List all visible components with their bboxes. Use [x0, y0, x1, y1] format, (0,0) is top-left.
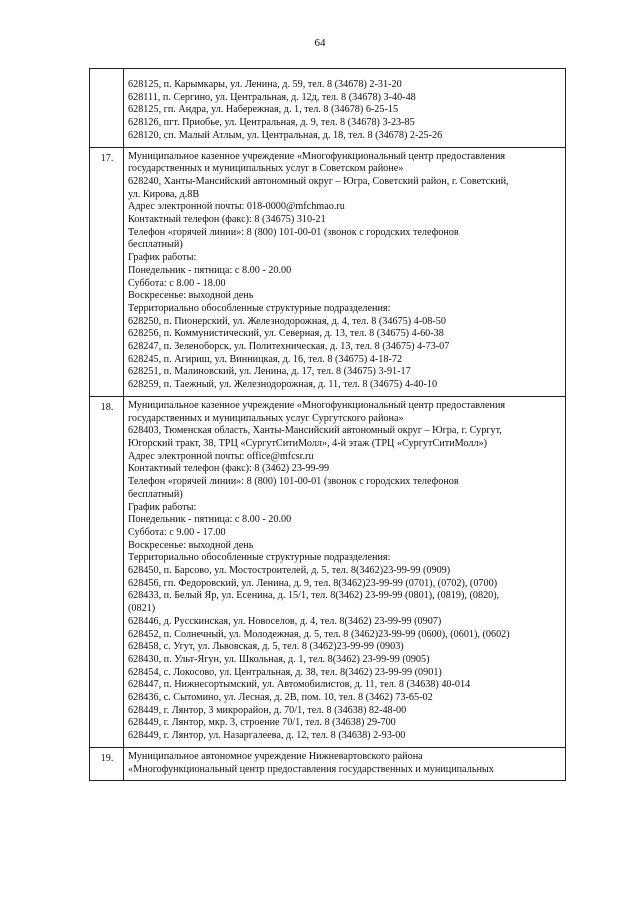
text-line: 628449, г. Лянтор, 3 микрорайон, д. 70/1, тел. 8 (34638) 82-48-00 — [128, 704, 407, 716]
mfc-offices-table — [89, 68, 566, 781]
row-number — [90, 69, 124, 148]
text-line: 628125, п. Карымкары, ул. Ленина, д. 59, тел. 8 (34678) 2-31-20 — [128, 79, 402, 90]
text-line: бесплатный) — [128, 239, 183, 251]
text-line: Территориально обособленные структурные подразделения: — [128, 552, 391, 564]
text-line: 628436, с. Сытомино, ул. Лесная, д. 2В, пом. 10, тел. 8 (3462) 73-65-02 — [128, 692, 433, 704]
text-line: 628250, п. Пионерский, ул. Железнодорожная, д. 4, тел. 8 (34675) 4-08-50 — [128, 315, 446, 327]
text-line: 628458, с. Угут, ул. Львовская, д. 5, тел. 8 (3462)23-99-99 (0903) — [128, 641, 404, 653]
text-line: 628433, п. Белый Яр, ул. Есенина, д. 15/1, тел. 8(3462) 23-99-99 (0801), (0819), (0820), — [128, 590, 500, 602]
text-line: График работы: — [128, 252, 197, 264]
text-line: Суббота: с 9.00 - 17.00 — [128, 526, 226, 538]
text-line: 628120, сп. Малый Атлым, ул. Центральная, д. 18, тел. 8 (34678) 2-25-26 — [128, 129, 443, 141]
row-content — [124, 747, 566, 780]
text-line: Понедельник - пятница: с 8.00 - 20.00 — [128, 514, 292, 526]
text-line: 628126, пгт. Приобье, ул. Центральная, д. 9, тел. 8 (34678) 3-23-85 — [128, 117, 415, 129]
table-body — [90, 69, 566, 781]
text-line: Суббота: с 8.00 - 18.00 — [128, 277, 226, 289]
text-line: 628430, п. Ульт-Ягун, ул. Школьная, д. 1, тел. 8(3462) 23-99-99 (0905) — [128, 653, 430, 665]
text-line: Югорский тракт, 38, ТРЦ «СургутСитиМолл», 4-й этаж (ТРЦ «СургутСитиМолл») — [128, 437, 488, 449]
row-content — [124, 147, 566, 396]
text-line: 628245, п. Агириш, ул. Винницкая, д. 16, тел. 8 (34675) 4-18-72 — [128, 353, 403, 365]
text-line: государственных и муниципальных услуг в Советском районе» — [128, 163, 404, 175]
text-line: Понедельник - пятница: с 8.00 - 20.00 — [128, 264, 292, 276]
text-line: Муниципальное казенное учреждение «Многофункциональный центр предоставления — [128, 150, 506, 162]
text-line: (0821) — [128, 603, 156, 615]
text-line: Воскресенье: выходной день — [128, 539, 254, 551]
text-line: 628450, п. Барсово, ул. Мостостроителей, д. 5, тел. 8(3462)23-99-99 (0909) — [128, 565, 451, 577]
row-number: 18. — [90, 396, 124, 747]
text-line: 628240, Ханты-Мансийский автономный округ – Югра, Советский район, г. Советский, — [128, 175, 509, 187]
text-line: Контактный телефон (факс): 8 (3462) 23-99-99 — [128, 463, 330, 475]
text-line: 628446, д. Русскинская, ул. Новоселов, д. 4, тел. 8(3462) 23-99-99 (0907) — [128, 615, 442, 627]
row-content — [124, 69, 566, 148]
text-line: 628452, п. Солнечный, ул. Молодежная, д. 5, тел. 8 (3462)23-99-99 (0600), (0601), (0602) — [128, 628, 510, 640]
row-number: 19. — [90, 747, 124, 780]
text-line: 628447, п. Нижнесортымский, ул. Автомобилистов, д. 11, тел. 8 (34638) 40-014 — [128, 679, 471, 691]
text-line: Территориально обособленные структурные подразделения: — [128, 302, 391, 314]
text-line: 628454, с. Локосово, ул. Центральная, д. 38, тел. 8(3462) 23-99-99 (0901) — [128, 666, 442, 678]
text-line: 628251, п. Малиновский, ул. Ленина, д. 17, тел. 8 (34675) 3-91-17 — [128, 366, 411, 378]
text-line: Контактный телефон (факс): 8 (34675) 310-21 — [128, 214, 326, 226]
text-line: 628247, п. Зеленоборск, ул. Политехническая, д. 13, тел. 8 (34675) 4-73-07 — [128, 341, 450, 353]
row-number: 17. — [90, 147, 124, 396]
text-line: Адрес электронной почты: 018-0000@mfchmao.ru — [128, 201, 345, 213]
table-row — [90, 396, 566, 747]
text-line: 628403, Тюменская область, Ханты-Мансийский автономный округ – Югра, г. Сургут, — [128, 425, 502, 437]
text-line: Телефон «горячей линии»: 8 (800) 101-00-01 (звонок с городских телефонов — [128, 476, 459, 488]
text-line: 628456, гп. Федоровский, ул. Ленина, д. 9, тел. 8(3462)23-99-99 (0701), (0702), (0700) — [128, 577, 498, 589]
text-line: 628259, п. Таежный, ул. Железнодорожная, д. 11, тел. 8 (34675) 4-40-10 — [128, 379, 438, 391]
text-line: Муниципальное казенное учреждение «Многофункциональный центр предоставления — [128, 399, 506, 411]
text-line: государственных и муниципальных услуг Сургутского района» — [128, 412, 404, 424]
text-line: Адрес электронной почты: office@mfcsr.ru — [128, 450, 314, 462]
text-line: Телефон «горячей линии»: 8 (800) 101-00-01 (звонок с городских телефонов — [128, 226, 459, 238]
table-row — [90, 147, 566, 396]
row-content — [124, 396, 566, 747]
text-line: 628449, г. Лянтор, мкр. 3, строение 70/1, тел. 8 (34638) 29-700 — [128, 717, 396, 729]
table-row — [90, 747, 566, 780]
text-line: ул. Кирова, д.8В — [128, 188, 200, 200]
text-line: «Многофункциональный центр предоставления государственных и муниципальных — [128, 763, 494, 775]
text-line: 628125, гп. Андра, ул. Набережная, д. 1, тел. 8 (34678) 6-25-15 — [128, 104, 399, 116]
table-row — [90, 69, 566, 148]
text-line: Воскресенье: выходной день — [128, 290, 254, 302]
text-line: 628111, п. Сергино, ул. Центральная, д. 12д, тел. 8 (34678) 3-40-48 — [128, 91, 416, 103]
page-number: 64 — [314, 37, 326, 49]
text-line: бесплатный) — [128, 488, 183, 500]
text-line: График работы: — [128, 501, 197, 513]
text-line: 628256, п. Коммунистический, ул. Северная, д. 13, тел. 8 (34675) 4-60-38 — [128, 328, 444, 340]
text-line: Муниципальное автономное учреждение Нижневартовского района — [128, 750, 423, 762]
text-line: 628449, г. Лянтор, ул. Назаргалеева, д. 12, тел. 8 (34638) 2-93-00 — [128, 730, 406, 742]
